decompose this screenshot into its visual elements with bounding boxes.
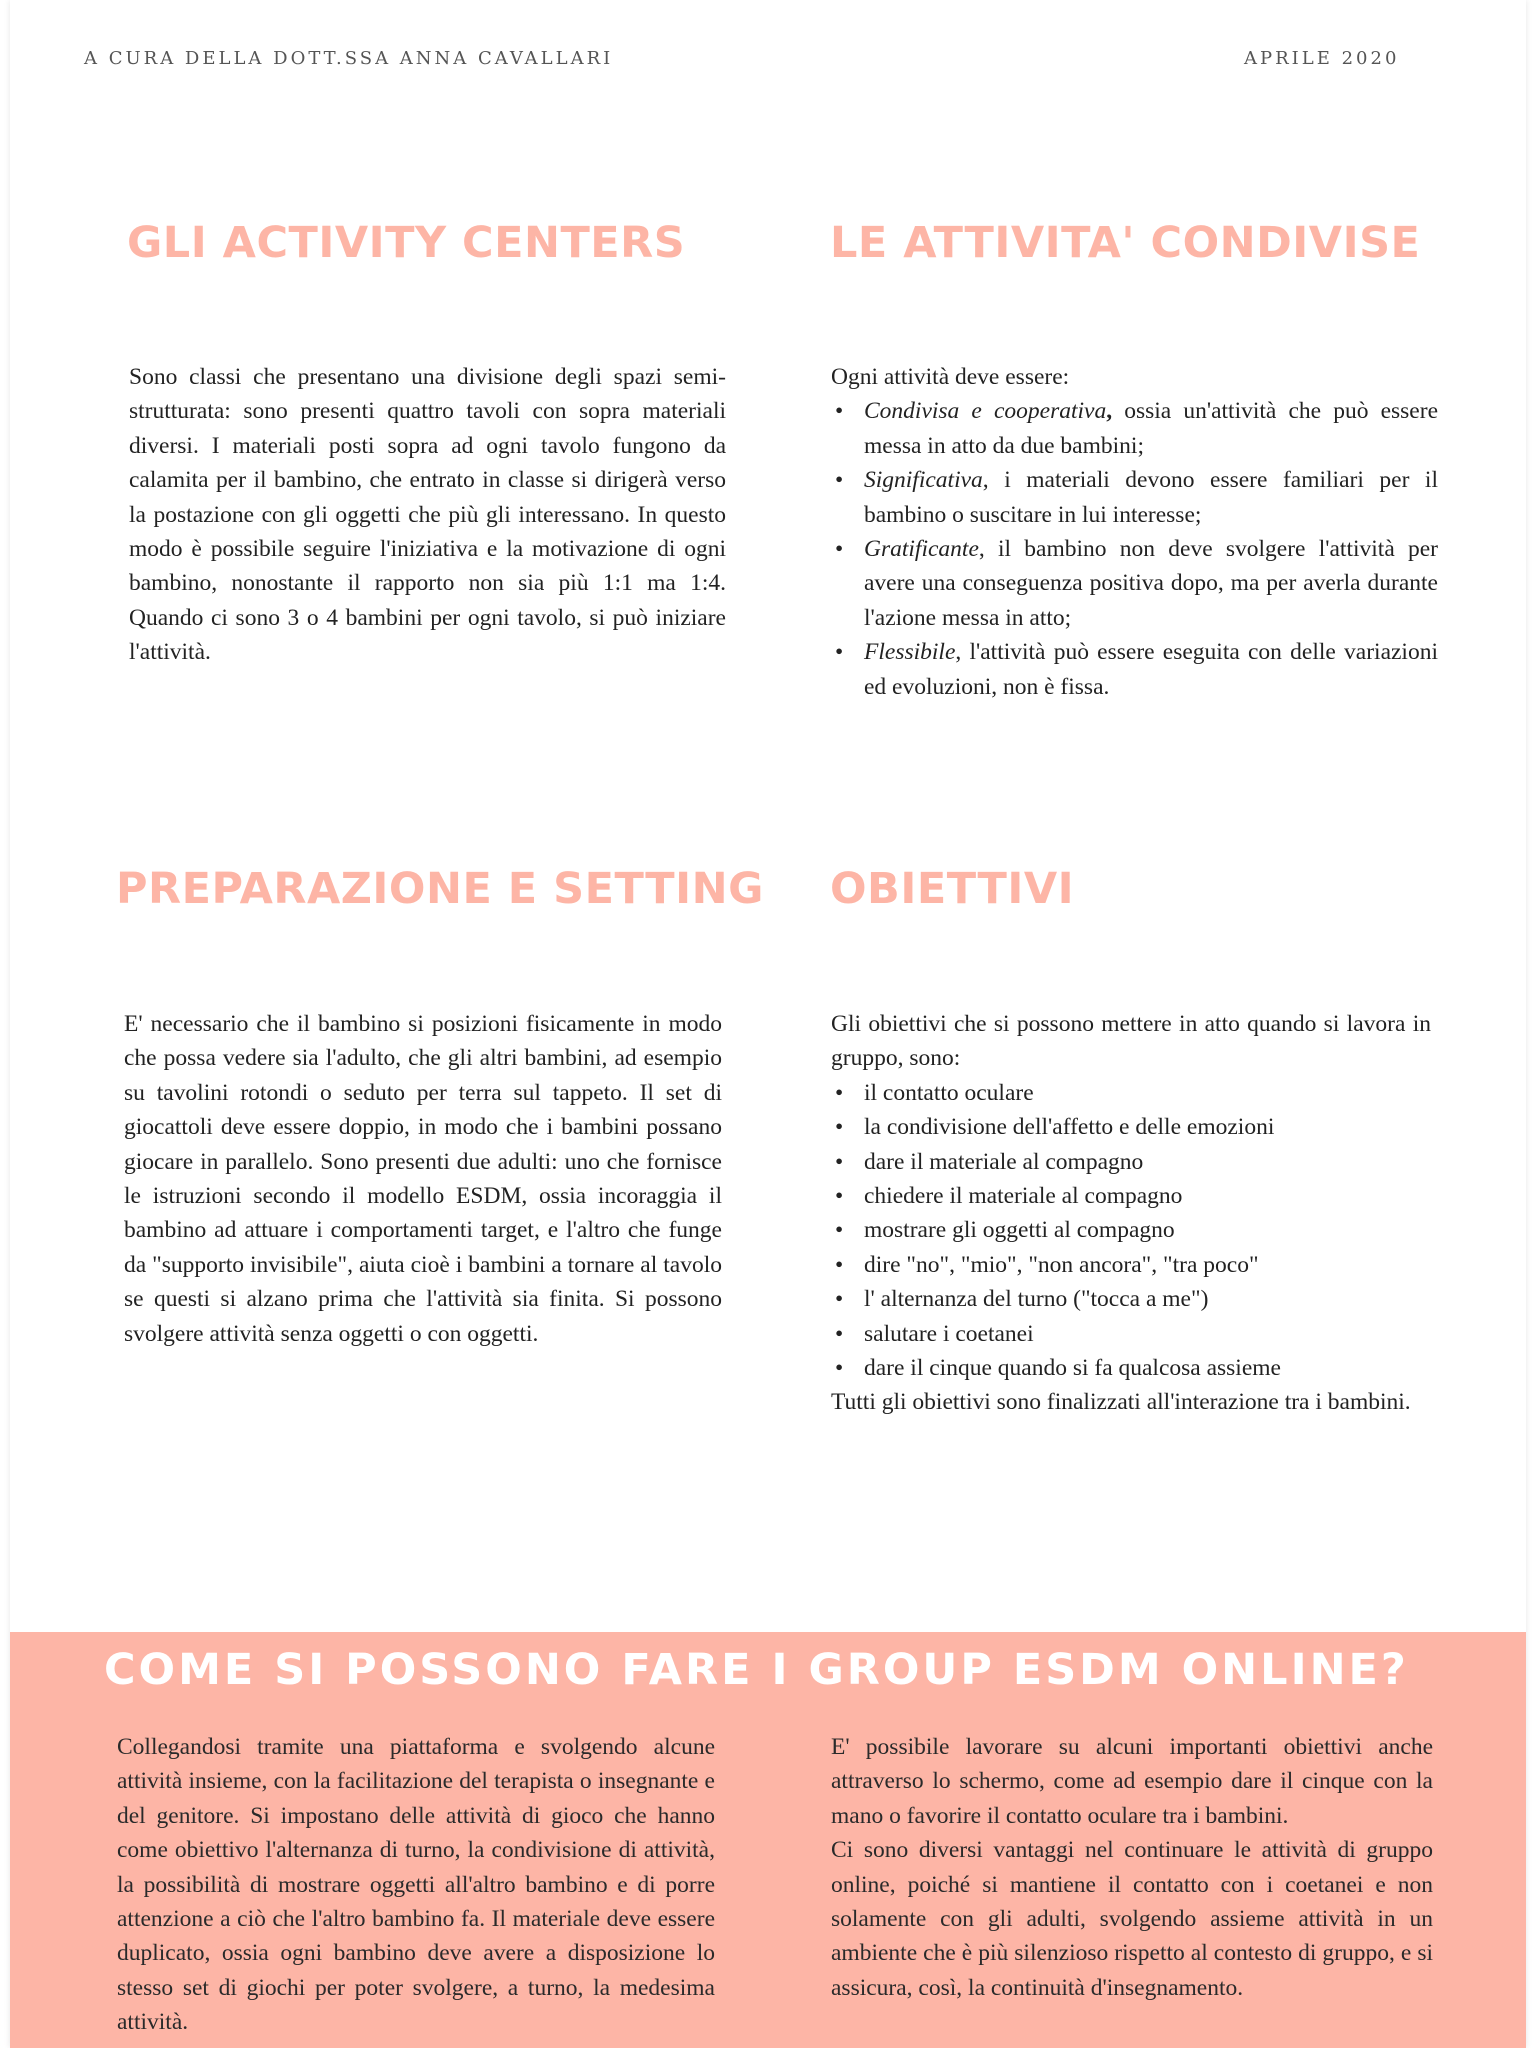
list-item: • il contatto oculare [831, 1076, 1431, 1110]
online-right-paragraph-2: Ci sono diversi vantaggi nel continuare le attività di gruppo online, poiché si mantiene il contatto con i coetanei e non solamente con gli adulti, svolgendo assieme attività in un ambiente che è più silenzioso rispetto al contesto di gruppo, e si assicura, così, la continuità d'insegnamento. [831, 1837, 1433, 2001]
activity-centers-title: GLI ACTIVITY CENTERS [127, 218, 686, 268]
header-author: A CURA DELLA DOTT.SSA ANNA CAVALLARI [84, 48, 614, 69]
list-item: • dire "no", "mio", "non ancora", "tra poco" [831, 1248, 1431, 1282]
online-left-paragraph: Collegandosi tramite una piattaforma e svolgendo alcune attività insieme, con la facilitazione del terapista o insegnante e del genitore. Si impostano delle attività di gioco che hanno come obiettivo l'alternanza di turno, la condivisione di attività, la possibilità di mostrare oggetti all'altro bambino e di porre attenzione a ciò che l'altro bambino fa. Il materiale deve essere duplicato, ossia ogni bambino deve avere a disposizione lo stesso set di giochi per poter svolgere, a turno, la medesima attività. [117, 1734, 715, 2036]
online-right-paragraph-1: E' possibile lavorare su alcuni importanti obiettivi anche attraverso lo schermo, come ad esempio dare il cinque con la mano o favorire il contatto oculare tra i bambini. [831, 1734, 1433, 1829]
list-item: • l' alternanza del turno ("tocca a me") [831, 1282, 1431, 1316]
objectives-text [831, 1007, 1431, 1420]
preparation-text [124, 1007, 722, 1351]
list-item: • Gratificante, il bambino non deve svolgere l'attività per avere una conseguenza positiva dopo, ma per averla durante l'azione messa in atto; [831, 532, 1438, 635]
online-left-text [117, 1730, 715, 2040]
shared-activities-title: LE ATTIVITA' CONDIVISE [830, 218, 1421, 268]
list-item: • la condivisione dell'affetto e delle emozioni [831, 1110, 1431, 1144]
list-item: • Condivisa e cooperativa, ossia un'attività che può essere messa in atto da due bambini; [831, 394, 1438, 463]
list-item: • mostrare gli oggetti al compagno [831, 1213, 1431, 1247]
preparation-paragraph: E' necessario che il bambino si posizioni fisicamente in modo che possa vedere sia l'adulto, che gli altri bambini, ad esempio su tavolini rotondi o seduto per terra sul tappeto. Il set di giocattoli deve essere doppio, in modo che i bambini possano giocare in parallelo. Sono presenti due adulti: uno che fornisce le istruzioni secondo il modello ESDM, ossia incoraggia il bambino ad attuare i comportamenti target, e l'altro che funge da "supporto invisibile", aiuta cioè i bambini a tornare al tavolo se questi si alzano prima che l'attività sia finita. Si possono svolgere attività senza oggetti o con oggetti. [124, 1011, 722, 1347]
online-right-text [831, 1730, 1433, 2005]
objectives-intro: Gli obiettivi che si possono mettere in atto quando si lavora in gruppo, sono: [831, 1011, 1431, 1072]
list-item: • Significativa, i materiali devono essere familiari per il bambino o suscitare in lui interesse; [831, 463, 1438, 532]
shared-activities-text [831, 360, 1438, 704]
objectives-list [831, 1076, 1431, 1386]
list-item: • salutare i coetanei [831, 1317, 1431, 1351]
activity-centers-paragraph: Sono classi che presentano una divisione degli spazi semi-strutturata: sono presenti quattro tavoli con sopra materiali diversi. I materiali posti sopra ad ogni tavolo fungono da calamita per il bambino, che entrato in classe si dirigerà verso la postazione con gli oggetti che più gli interessano. In questo modo è possibile seguire l'iniziativa e la motivazione di ogni bambino, nonostante il rapporto non sia più 1:1 ma 1:4. Quando ci sono 3 o 4 bambini per ogni tavolo, si può iniziare l'attività. [129, 364, 726, 666]
shared-activities-intro: Ogni attività deve essere: [831, 364, 1070, 390]
activity-centers-text [129, 360, 726, 670]
preparation-title: PREPARAZIONE E SETTING [116, 864, 764, 914]
list-item: • dare il materiale al compagno [831, 1145, 1431, 1179]
header-date: APRILE 2020 [1244, 48, 1400, 69]
list-item: • chiedere il materiale al compagno [831, 1179, 1431, 1213]
objectives-outro: Tutti gli obiettivi sono finalizzati all'interazione tra i bambini. [831, 1389, 1411, 1416]
shared-activities-list [831, 394, 1438, 704]
objectives-title: OBIETTIVI [830, 864, 1075, 914]
online-section-title: COME SI POSSONO FARE I GROUP ESDM ONLINE? [104, 1645, 1409, 1695]
list-item: • dare il cinque quando si fa qualcosa assieme [831, 1351, 1431, 1385]
document-page [10, 0, 1526, 2048]
list-item: • Flessibile, l'attività può essere eseguita con delle variazioni ed evoluzioni, non è fissa. [831, 635, 1438, 704]
